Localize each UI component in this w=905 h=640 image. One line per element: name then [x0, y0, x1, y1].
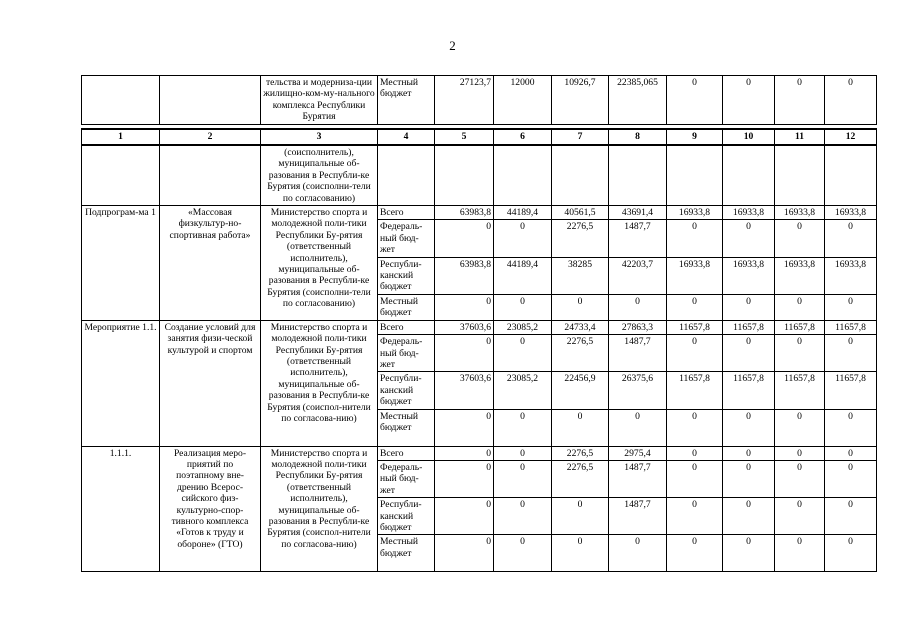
value-cell: 0: [552, 535, 609, 572]
value-cell: 11657,8: [825, 320, 877, 334]
code-cell: Мероприятие 1.1.: [82, 320, 160, 446]
value-cell: 0: [775, 535, 825, 572]
value-cell: 16933,8: [667, 206, 723, 220]
value-cell: 0: [775, 294, 825, 320]
value-cell: 22456,9: [552, 372, 609, 409]
value-cell: 0: [825, 535, 877, 572]
column-header-row: [82, 129, 877, 145]
value-cell: 43691,4: [609, 206, 667, 220]
funding-source-cell: Всего: [378, 206, 435, 220]
code-cell: 1.1.1.: [82, 446, 160, 572]
value-cell: 0: [723, 409, 775, 446]
value-cell: 0: [723, 76, 775, 125]
value-cell: 1487,7: [609, 498, 667, 535]
value-cell: 0: [723, 535, 775, 572]
value-cell: 0: [667, 76, 723, 125]
value-cell: 1487,7: [609, 460, 667, 497]
funding-source-cell: Республи-канский бюджет: [378, 372, 435, 409]
value-cell: 24733,4: [552, 320, 609, 334]
executor-cell: Министерство спорта и молодежной поли-тики Республики Бу-рятия (ответственный исполнитель), муниципальные об-разования в Республи-ке Бурятия (соисполни-тели по согласованию): [261, 206, 378, 321]
funding-source-cell: Республи-канский бюджет: [378, 498, 435, 535]
value-cell: 0: [609, 294, 667, 320]
empty-cell: [667, 145, 723, 206]
column-header: 9: [667, 129, 723, 145]
executor-cell: Министерство спорта и молодежной поли-тики Республики Бу-рятия (ответственный исполнитель), муниципальные об-разования в Республи-ке Бурятия (соиспол-нители по согласова-нию): [261, 320, 378, 446]
value-cell: 22385,065: [609, 76, 667, 125]
budget-row: [82, 446, 877, 460]
value-cell: 0: [552, 294, 609, 320]
funding-source-cell: Местный бюджет: [378, 294, 435, 320]
empty-cell: [435, 145, 494, 206]
value-cell: 2276,5: [552, 446, 609, 460]
value-cell: 0: [825, 335, 877, 372]
value-cell: 42203,7: [609, 257, 667, 294]
value-cell: 44189,4: [494, 206, 552, 220]
code-cell: Подпрограм-ма 1: [82, 206, 160, 321]
empty-cell: [723, 145, 775, 206]
value-cell: 0: [609, 409, 667, 446]
value-cell: 0: [825, 446, 877, 460]
page-number: 2: [449, 38, 456, 53]
value-cell: 40561,5: [552, 206, 609, 220]
value-cell: 2276,5: [552, 460, 609, 497]
value-cell: 0: [723, 446, 775, 460]
column-header: 12: [825, 129, 877, 145]
value-cell: 0: [723, 335, 775, 372]
budget-table: [81, 75, 877, 572]
value-cell: 63983,8: [435, 257, 494, 294]
value-cell: 16933,8: [723, 257, 775, 294]
value-cell: 37603,6: [435, 320, 494, 334]
name-cell: «Массовая физкультур-но-спортивная работа»: [160, 206, 261, 321]
value-cell: 0: [435, 220, 494, 257]
value-cell: 12000: [494, 76, 552, 125]
value-cell: 0: [667, 335, 723, 372]
value-cell: 10926,7: [552, 76, 609, 125]
empty-cell: [378, 145, 435, 206]
value-cell: 37603,6: [435, 372, 494, 409]
value-cell: 23085,2: [494, 372, 552, 409]
value-cell: 0: [494, 409, 552, 446]
value-cell: 1487,7: [609, 335, 667, 372]
value-cell: 16933,8: [775, 206, 825, 220]
value-cell: 0: [667, 294, 723, 320]
column-header: 8: [609, 129, 667, 145]
value-cell: 0: [435, 409, 494, 446]
column-header: 4: [378, 129, 435, 145]
value-cell: 0: [723, 220, 775, 257]
carryover-row: [82, 76, 877, 125]
value-cell: 0: [494, 460, 552, 497]
value-cell: 2276,5: [552, 335, 609, 372]
value-cell: 0: [435, 460, 494, 497]
funding-source-cell: Всего: [378, 320, 435, 334]
empty-cell: [552, 145, 609, 206]
value-cell: 0: [435, 535, 494, 572]
value-cell: 0: [775, 498, 825, 535]
column-header: 2: [160, 129, 261, 145]
name-cell: [160, 76, 261, 125]
funding-source-cell: Республи-канский бюджет: [378, 257, 435, 294]
value-cell: 11657,8: [723, 372, 775, 409]
column-header: 7: [552, 129, 609, 145]
value-cell: 0: [775, 446, 825, 460]
value-cell: 0: [435, 446, 494, 460]
value-cell: 27123,7: [435, 76, 494, 125]
value-cell: 0: [825, 220, 877, 257]
value-cell: 0: [775, 335, 825, 372]
value-cell: 0: [775, 460, 825, 497]
budget-row: [82, 206, 877, 220]
value-cell: 0: [667, 460, 723, 497]
value-cell: 0: [825, 76, 877, 125]
funding-source-cell: Федераль-ный бюд-жет: [378, 460, 435, 497]
value-cell: 0: [494, 446, 552, 460]
value-cell: 0: [435, 335, 494, 372]
value-cell: 0: [723, 294, 775, 320]
value-cell: 0: [775, 220, 825, 257]
funding-source-cell: Местный бюджет: [378, 535, 435, 572]
executor-cell: Министерство спорта и молодежной поли-тики Республики Бу-рятия (ответственный исполнитель), муниципальные об-разования в Республи-ке Бурятия (соиспол-нители по согласова-нию): [261, 446, 378, 572]
value-cell: 0: [775, 409, 825, 446]
budget-row: [82, 320, 877, 334]
value-cell: 0: [825, 498, 877, 535]
value-cell: 0: [494, 335, 552, 372]
value-cell: 0: [825, 409, 877, 446]
value-cell: 11657,8: [825, 372, 877, 409]
empty-cell: [494, 145, 552, 206]
value-cell: 26375,6: [609, 372, 667, 409]
value-cell: 11657,8: [667, 372, 723, 409]
value-cell: 0: [552, 498, 609, 535]
name-cell: Реализация меро-приятий по поэтапному вне-дрению Всерос-сийского физ-культурно-спор-тивного комплекса «Готов к труду и обороне» (ГТО): [160, 446, 261, 572]
empty-cell: [775, 145, 825, 206]
funding-source-cell: Местный бюджет: [378, 76, 435, 125]
value-cell: 11657,8: [775, 320, 825, 334]
value-cell: 11657,8: [723, 320, 775, 334]
value-cell: 44189,4: [494, 257, 552, 294]
value-cell: 1487,7: [609, 220, 667, 257]
value-cell: 2975,4: [609, 446, 667, 460]
value-cell: 16933,8: [825, 257, 877, 294]
value-cell: 0: [435, 294, 494, 320]
value-cell: 0: [825, 294, 877, 320]
value-cell: 0: [667, 446, 723, 460]
empty-cell: [825, 145, 877, 206]
value-cell: 16933,8: [825, 206, 877, 220]
value-cell: 0: [494, 535, 552, 572]
funding-source-cell: Всего: [378, 446, 435, 460]
value-cell: 11657,8: [667, 320, 723, 334]
value-cell: 11657,8: [775, 372, 825, 409]
executor-cell: (соисполнитель), муниципальные об-разования в Республи-ке Бурятия (соисполни-тели по согласованию): [261, 145, 378, 206]
empty-cell: [609, 145, 667, 206]
value-cell: 0: [494, 220, 552, 257]
value-cell: 16933,8: [723, 206, 775, 220]
value-cell: 16933,8: [667, 257, 723, 294]
column-header: 11: [775, 129, 825, 145]
value-cell: 0: [494, 498, 552, 535]
value-cell: 0: [609, 535, 667, 572]
value-cell: 0: [775, 76, 825, 125]
column-header: 1: [82, 129, 160, 145]
value-cell: 23085,2: [494, 320, 552, 334]
column-header: 6: [494, 129, 552, 145]
name-cell: [160, 145, 261, 206]
value-cell: 2276,5: [552, 220, 609, 257]
value-cell: 0: [667, 498, 723, 535]
column-header: 5: [435, 129, 494, 145]
column-header: 10: [723, 129, 775, 145]
value-cell: 27863,3: [609, 320, 667, 334]
value-cell: 0: [723, 498, 775, 535]
value-cell: 0: [552, 409, 609, 446]
value-cell: 0: [825, 460, 877, 497]
value-cell: 16933,8: [775, 257, 825, 294]
value-cell: 0: [667, 535, 723, 572]
value-cell: 38285: [552, 257, 609, 294]
name-cell: Создание условий для занятия физи-ческой культурой и спортом: [160, 320, 261, 446]
value-cell: 0: [667, 220, 723, 257]
funding-source-cell: Федераль-ный бюд-жет: [378, 335, 435, 372]
value-cell: 0: [667, 409, 723, 446]
value-cell: 0: [435, 498, 494, 535]
funding-source-cell: Местный бюджет: [378, 409, 435, 446]
continuation-row: [82, 145, 877, 206]
code-cell: [82, 145, 160, 206]
column-header: 3: [261, 129, 378, 145]
value-cell: 0: [494, 294, 552, 320]
funding-source-cell: Федераль-ный бюд-жет: [378, 220, 435, 257]
value-cell: 63983,8: [435, 206, 494, 220]
executor-cell: тельства и модерниза-ции жилищно-ком-му-нального комплекса Республики Бурятия: [261, 76, 378, 125]
code-cell: [82, 76, 160, 125]
value-cell: 0: [723, 460, 775, 497]
